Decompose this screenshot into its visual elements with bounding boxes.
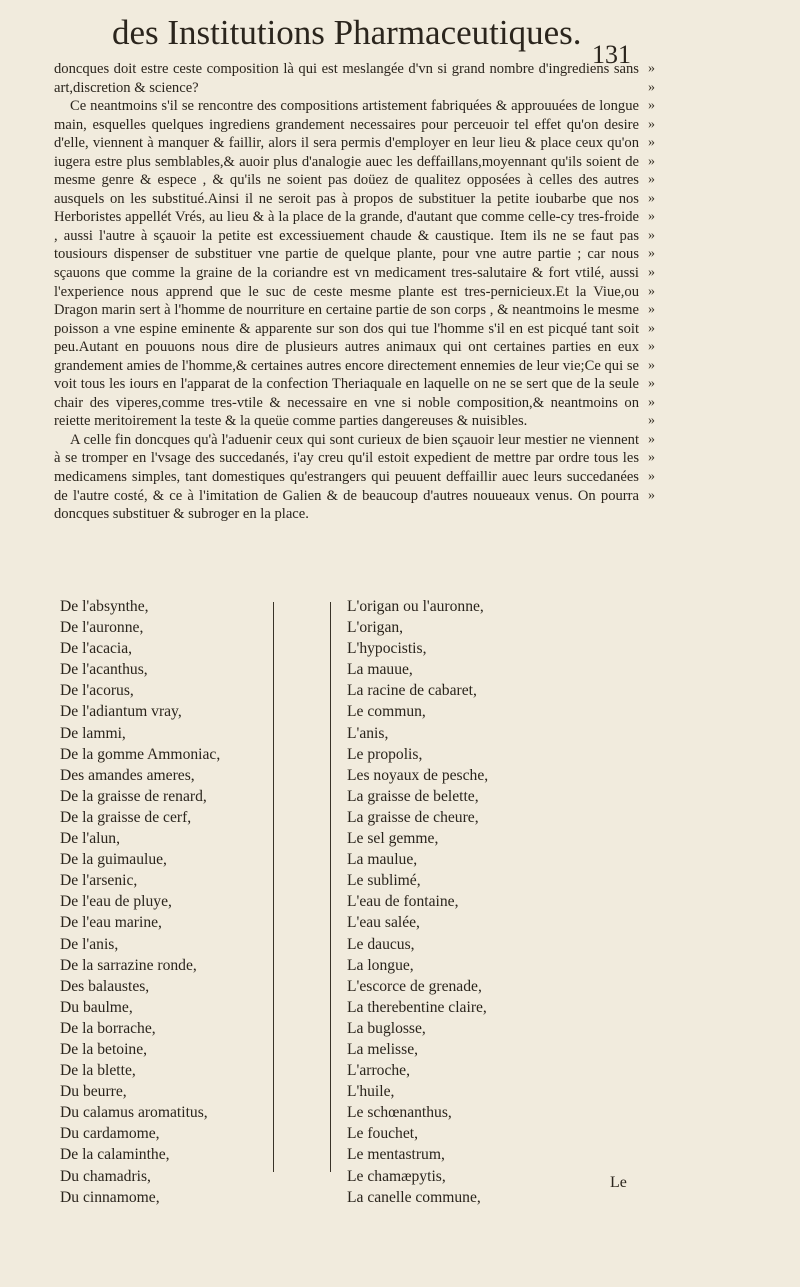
page-number: 131 (592, 40, 631, 69)
table-entry-original: De la calaminthe, (60, 1146, 170, 1164)
quote-mark: » (648, 246, 655, 262)
table-entry-substitute: La buglosse, (347, 1019, 426, 1037)
quote-mark: » (648, 61, 655, 76)
running-header: des Institutions Pharmaceutiques. (112, 13, 582, 52)
table-entry-original: De la blette, (60, 1062, 136, 1080)
quote-mark: » (648, 153, 655, 169)
table-entry-substitute: La maulue, (347, 851, 418, 869)
body-text (54, 60, 639, 524)
quote-mark: » (648, 320, 655, 336)
table-entry-substitute: L'origan, (347, 619, 404, 637)
quote-mark: » (648, 98, 655, 114)
table-entry-original: Du chamadris, (60, 1167, 151, 1185)
table-entry-substitute: Le propolis, (347, 745, 423, 763)
substitution-table-left-column (60, 596, 270, 1208)
substitution-table-right-column (347, 596, 567, 1208)
table-entry-original: De l'adiantum vray, (60, 703, 182, 721)
table-entry-substitute: Le sublimé, (347, 872, 421, 890)
table-entry-substitute: L'anis, (347, 724, 389, 742)
quote-mark: » (648, 227, 655, 243)
table-entry-original: Du cardamome, (60, 1125, 160, 1143)
table-entry-substitute: La graisse de belette, (347, 787, 479, 805)
paragraph: doncques doit estre ceste composition là qui est meslangée d'vn si grand nombre d'ingrediens sans art,discretion & science? (54, 61, 639, 96)
table-entry-original: De la borrache, (60, 1019, 156, 1037)
quote-mark: » (648, 376, 655, 392)
catchword: Le (610, 1174, 627, 1191)
table-entry-substitute: L'eau salée, (347, 914, 420, 932)
margin-quote-marks (648, 60, 672, 505)
table-entry-substitute: L'hypocistis, (347, 640, 427, 658)
quote-mark: » (648, 413, 655, 429)
table-entry-substitute: Le chamæpytis, (347, 1167, 446, 1185)
quote-mark: » (648, 469, 655, 485)
quote-mark: » (648, 450, 655, 466)
table-entry-original: De la betoine, (60, 1040, 148, 1058)
quote-mark: » (648, 172, 655, 188)
table-entry-substitute: La graisse de cheure, (347, 808, 479, 826)
table-entry-substitute: L'escorce de grenade, (347, 977, 482, 995)
quote-mark: » (648, 79, 655, 95)
table-entry-original: De la guimaulue, (60, 851, 167, 869)
table-entry-original: De l'eau de pluye, (60, 893, 172, 911)
quote-mark: » (648, 283, 655, 299)
table-entry-substitute: La therebentine claire, (347, 998, 487, 1016)
paragraph: A celle fin doncques qu'à l'aduenir ceux qui sont curieux de bien sçauoir leur mestier ne viennent à se tromper en l'vsage des succedanés, i'ay creu qu'il estoit expedient de mettre par ordre tous les medicamens simples, tant domestiques qu'estrangers qui peuuent deffaillir auec leurs succedanées de l'autre costé, & ce à l'imitation de Galien & de beaucoup d'autres nouueaux venus. On pourra doncques substituer & subroger en la place. (54, 431, 639, 523)
table-entry-original: De la graisse de cerf, (60, 808, 192, 826)
table-entry-original: De lammi, (60, 724, 126, 742)
table-entry-original: Du baulme, (60, 998, 133, 1016)
table-entry-original: De l'acacia, (60, 640, 133, 658)
table-entry-original: De l'absynthe, (60, 598, 149, 615)
quote-mark: » (648, 339, 655, 355)
column-rule (330, 602, 331, 1172)
table-entry-original: De l'auronne, (60, 619, 144, 637)
table-entry-substitute: Le commun, (347, 703, 426, 721)
table-entry-substitute: Le schœnanthus, (347, 1104, 452, 1122)
quote-mark: » (648, 190, 655, 206)
table-entry-substitute: L'arroche, (347, 1062, 410, 1080)
table-entry-substitute: L'eau de fontaine, (347, 893, 459, 911)
quote-mark: » (648, 394, 655, 410)
quote-mark: » (648, 357, 655, 373)
table-entry-original: De l'acorus, (60, 682, 134, 700)
quote-mark: » (648, 431, 655, 447)
table-entry-original: De l'alun, (60, 830, 120, 848)
table-entry-original: De l'acanthus, (60, 661, 148, 679)
table-entry-original: Des balaustes, (60, 977, 150, 995)
table-entry-substitute: Le mentastrum, (347, 1146, 445, 1164)
table-entry-original: De l'arsenic, (60, 872, 138, 890)
table-entry-substitute: Les noyaux de pesche, (347, 766, 489, 784)
table-entry-substitute: Le fouchet, (347, 1125, 419, 1143)
quote-mark: » (648, 302, 655, 318)
quote-mark: » (648, 487, 655, 503)
paragraph: Ce neantmoins s'il se rencontre des compositions artistement fabriquées & approuuées de longue main, esquelles quelques ingrediens grandement necessaires pour perceuoir tel effet qu'on desire d'elle, viennent à manquer & faillir, alors il sera permis d'employer en leur lieu & place ceux qu'on iugera estre plus semblables,& auoir plus d'analogie auec les deffaillans,moyennant qu'ils soient de mesme genre & espece , & qu'ils ne soient pas doüez de qualitez opposées à celles des autres ausquels on les substitué.Ainsi il ne seroit pas à propos de substituer la petite ioubarbe que nos Herboristes appellét Vrés, au lieu & à la place de la grande, d'autant que comme celle-cy tres-froide , aussi l'autre à sçauoir la petite est excessiuement chaude & caustique. Item ils ne se faut pas tousiours dispenser de substituer vne partie de quelque plante, pour vne autre partie ; car nous sçauons que comme la graine de la coriandre est vn medicament tres-salutaire & fort vtilé, aussi l'experience nous apprend que le suc de ceste mesme plante est tres-pernicieux.Et la Viue,ou Dragon marin sert à l'homme de nourriture en certaine partie de son corps , & neantmoins le mesme poisson a vne espine eminente & apparente sur son dos qui tue l'homme s'il en est picqué tant soit peu.Autant en pouuons nous dire de plusieurs autres animaux qui ont certaines parties en eux grandement amies de l'homme,& certaines autres encore directement ennemies de leur vie;Ce qui se voit tous les iours en l'apparat de la confection Theriaquale en laquelle on ne se sert que de la seule chair des viperes,comme tres-vtile & necessaire en vne si noble composition,& neantmoins on reiette meritoirement la teste & la queüe comme parties dangereuses & nuisibles. (54, 98, 639, 430)
column-rule (273, 602, 274, 1172)
table-entry-original: De la graisse de renard, (60, 787, 207, 805)
quote-mark: » (648, 135, 655, 151)
table-entry-original: Des amandes ameres, (60, 766, 195, 784)
quote-mark: » (648, 116, 655, 132)
table-entry-substitute: La melisse, (347, 1040, 419, 1058)
table-entry-original: De la gomme Ammoniac, (60, 745, 221, 763)
table-entry-original: De la sarrazine ronde, (60, 956, 197, 974)
table-entry-original: De l'anis, (60, 935, 119, 953)
table-entry-substitute: La longue, (347, 956, 414, 974)
table-entry-original: Du cinnamome, (60, 1188, 160, 1206)
table-entry-original: De l'eau marine, (60, 914, 162, 932)
table-entry-original: Du beurre, (60, 1083, 127, 1101)
table-entry-substitute: La canelle commune, (347, 1188, 481, 1206)
table-entry-original: Du calamus aromatitus, (60, 1104, 208, 1122)
table-entry-substitute: Le daucus, (347, 935, 415, 953)
quote-mark: » (648, 209, 655, 225)
table-entry-substitute: L'origan ou l'auronne, (347, 598, 484, 615)
table-entry-substitute: L'huile, (347, 1083, 395, 1101)
quote-mark: » (648, 265, 655, 281)
table-entry-substitute: La mauue, (347, 661, 413, 679)
table-entry-substitute: Le sel gemme, (347, 830, 439, 848)
table-entry-substitute: La racine de cabaret, (347, 682, 477, 700)
